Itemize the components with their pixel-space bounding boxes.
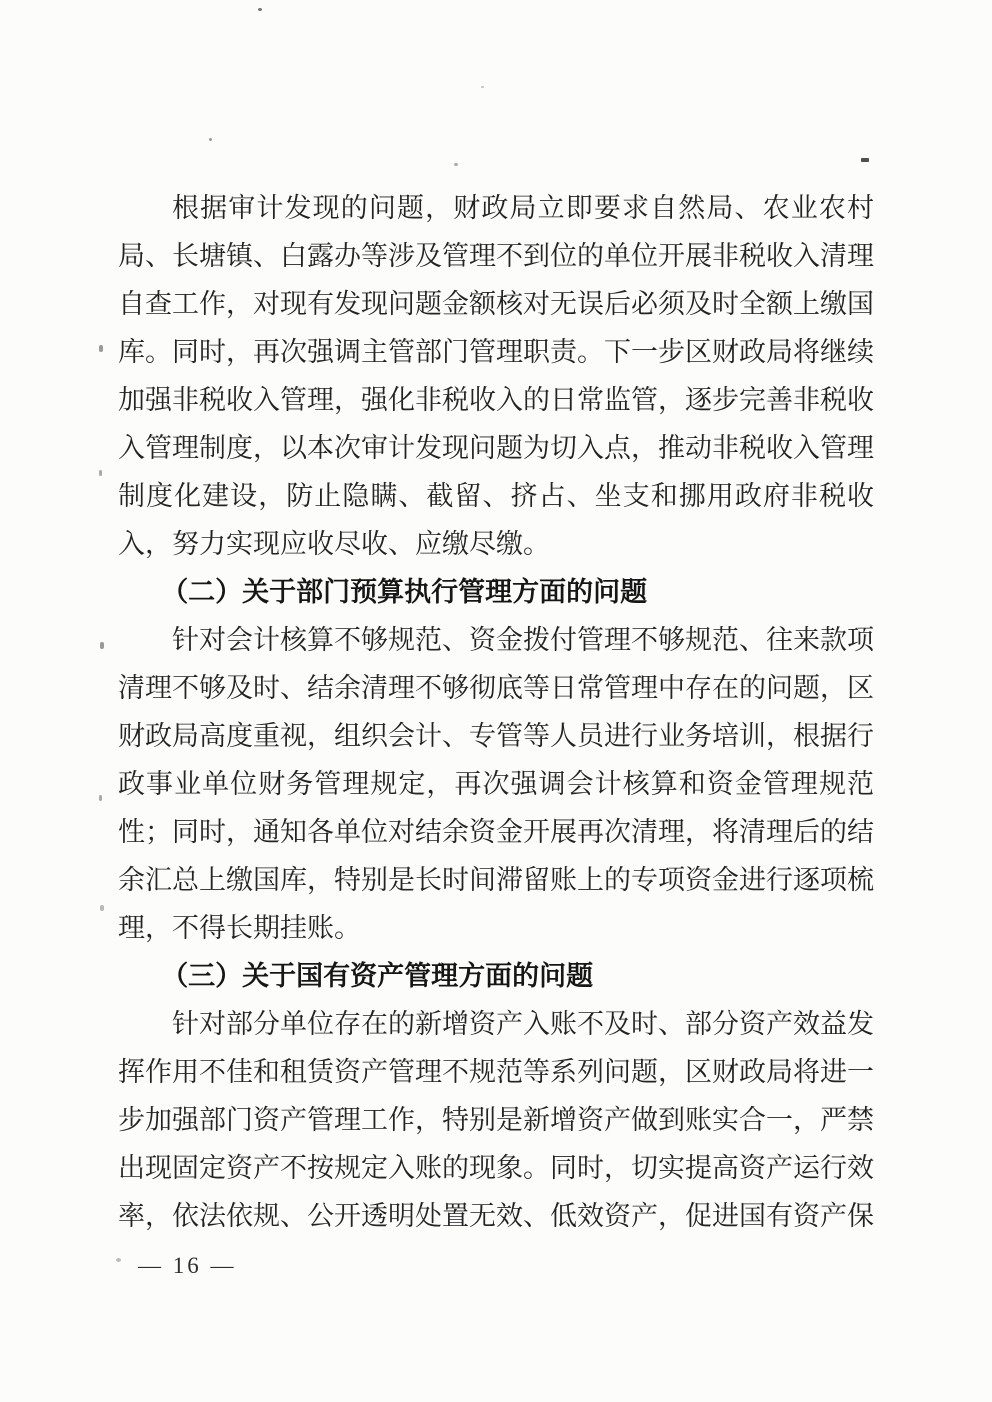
section-heading-budget-execution: （二）关于部门预算执行管理方面的问题 <box>161 577 648 607</box>
scan-speck <box>99 795 102 801</box>
scan-speck <box>258 8 262 11</box>
scan-speck <box>99 470 102 476</box>
section-heading-state-assets: （三）关于国有资产管理方面的问题 <box>161 961 594 991</box>
scan-speck <box>99 345 103 352</box>
scan-speck <box>116 1258 121 1262</box>
document-body <box>118 184 874 1240</box>
scan-speck <box>861 158 869 162</box>
paragraph-budget-execution-measures: 针对会计核算不够规范、资金拨付管理不够规范、往来款项清理不够及时、结余清理不够彻底等日常管理中存在的问题，区财政局高度重视，组织会计、专管等人员进行业务培训，根据行政事业单位财务管理规定，再次强调会计核算和资金管理规范性；同时，通知各单位对结余资金开展再次清理，将清理后的结余汇总上缴国库，特别是长时间滞留账上的专项资金进行逐项梳理，不得长期挂账。 <box>118 625 874 943</box>
scan-speck <box>209 138 212 141</box>
page-number: — 16 — <box>138 1253 237 1278</box>
scan-speck <box>100 905 104 911</box>
scan-speck <box>481 86 484 88</box>
paragraph-state-assets-measures: 针对部分单位存在的新增资产入账不及时、部分资产效益发挥作用不佳和租赁资产管理不规范等系列问题，区财政局将进一步加强部门资产管理工作，特别是新增资产做到账实合一，严禁出现固定资产不按规定入账的现象。同时，切实提高资产运行效率，依法依规、公开透明处置无效、低效资产，促进国有资产保 <box>118 1009 874 1231</box>
paragraph-nontax-revenue-followup: 根据审计发现的问题，财政局立即要求自然局、农业农村局、长塘镇、白露办等涉及管理不到位的单位开展非税收入清理自查工作，对现有发现问题金额核对无误后必须及时全额上缴国库。同时，再次强调主管部门管理职责。下一步区财政局将继续加强非税收入管理，强化非税收入的日常监管，逐步完善非税收入管理制度，以本次审计发现问题为切入点，推动非税收入管理制度化建设，防止隐瞒、截留、挤占、坐支和挪用政府非税收入，努力实现应收尽收、应缴尽缴。 <box>118 193 874 559</box>
scan-speck <box>454 163 458 166</box>
scan-speck <box>100 642 104 649</box>
